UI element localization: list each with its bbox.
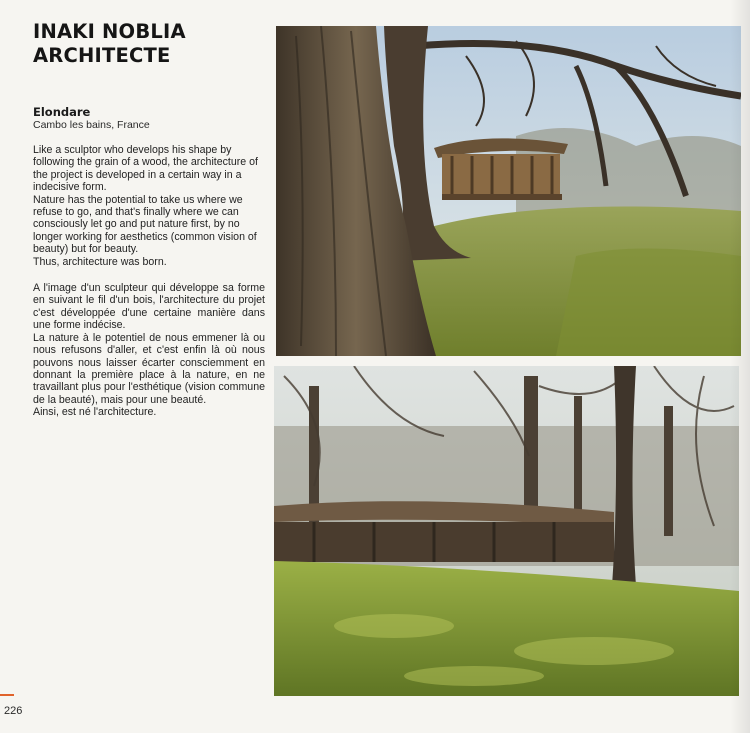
photo-bottom-illustration [274,366,739,696]
project-location: Cambo les bains, France [33,119,150,131]
page-number-marker [0,694,14,696]
french-text [33,282,265,418]
photo-top-illustration [276,26,741,356]
photo-pavilion-meadow [274,366,739,696]
english-text [33,144,265,268]
title-line-1: INAKI NOBLIA [33,20,186,43]
text-column [33,20,265,419]
french-paragraph: La nature à le potentiel de nous emmener là ou nous refusons d'aller, et c'est enfin là où nous pouvons nous laisser écarter consciemment en donnant la première place à la nature, en ne travaillant plus pour l'esthétique (vision commune de la beauté), mais pour une beauté. [33,331,265,406]
page-number: 226 [4,705,23,717]
english-paragraph: Nature has the potential to take us where we refuse to go, and that's finally where we can consciously let go and put nature first, by no longer working for aesthetics (common vision of beauty) but for beauty. [33,193,257,256]
english-paragraph: Like a sculptor who develops his shape by following the grain of a wood, the architecture of the project is developed in a certain way in a indecisive form. [33,144,258,194]
french-paragraph: A l'image d'un sculpteur qui développe sa forme en suivant le fil d'un bois, l'architecture du projet c'est développée d'une certaine manière dans une forme indécise. [33,282,265,332]
english-paragraph: Thus, architecture was born. [33,255,167,268]
pavilion [434,138,568,200]
pavilion [274,501,614,562]
architect-title [33,20,265,68]
french-paragraph: Ainsi, est né l'architecture. [33,406,157,419]
project-name: Elondare [33,105,91,119]
photo-pavilion-among-trees [276,26,741,356]
spine-shadow [730,0,750,733]
title-line-2: ARCHITECTE [33,44,171,67]
